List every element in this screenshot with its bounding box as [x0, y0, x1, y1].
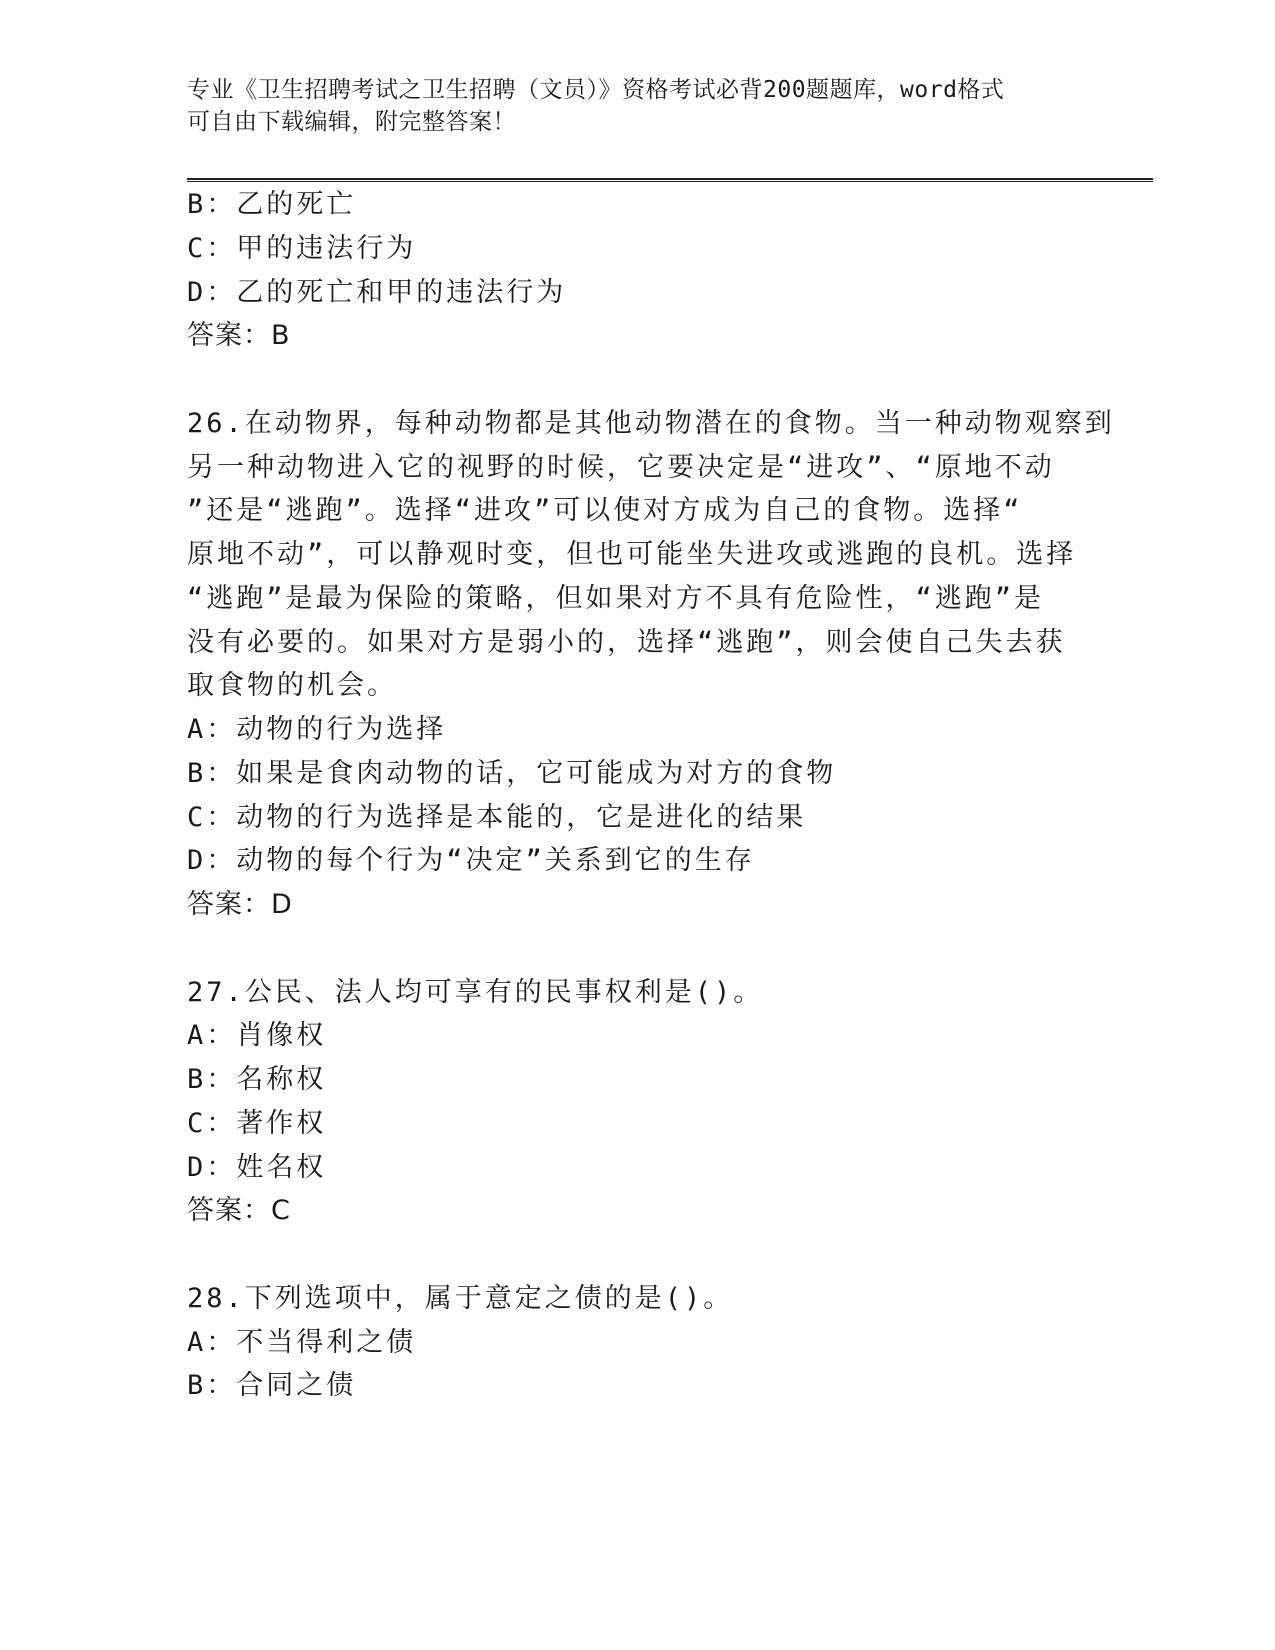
text-line: A：动物的行为选择 [187, 714, 447, 745]
header-line-1: 专业《卫生招聘考试之卫生招聘（文员）》资格考试必背200题题库，word格式 [187, 77, 1005, 103]
text-line: 取食物的机会。 [187, 670, 397, 702]
answer-line: 答案：D [187, 889, 293, 920]
header-line-2: 可自由下载编辑，附完整答案！ [187, 109, 516, 135]
text-line: 没有必要的。如果对方是弱小的，选择“逃跑”，则会使自己失去获 [187, 626, 1066, 658]
text-line: B：如果是食肉动物的话，它可能成为对方的食物 [187, 757, 837, 789]
text-line: A：肖像权 [187, 1020, 327, 1052]
answer-line: 答案：C [187, 1195, 291, 1227]
text-line: D：乙的死亡和甲的违法行为 [187, 276, 567, 308]
text-line: 28.下列选项中，属于意定之债的是()。 [187, 1282, 734, 1314]
text-line: B：合同之债 [187, 1370, 357, 1402]
text-line: B：名称权 [187, 1064, 327, 1095]
text-line: D：姓名权 [187, 1151, 327, 1183]
text-line: D：动物的每个行为“决定”关系到它的生存 [187, 845, 755, 877]
text-line: C：动物的行为选择是本能的，它是进化的结果 [187, 801, 807, 833]
text-line: B：乙的死亡 [187, 189, 357, 220]
text-line: C：著作权 [187, 1107, 327, 1139]
text-line: ”还是“逃跑”。选择“进攻”可以使对方成为自己的食物。选择“ [187, 495, 1023, 527]
text-line: A：不当得利之债 [187, 1326, 417, 1358]
text-line: C：甲的违法行为 [187, 232, 417, 264]
answer-line: 答案：B [187, 320, 291, 352]
text-line: 另一种动物进入它的视野的时候，它要决定是“进攻”、“原地不动 [187, 451, 1055, 483]
text-line: 27.公民、法人均可享有的民事权利是()。 [187, 976, 764, 1008]
text-line: 26.在动物界，每种动物都是其他动物潜在的食物。当一种动物观察到 [187, 407, 1115, 439]
text-line: “逃跑”是最为保险的策略，但如果对方不具有危险性，“逃跑”是 [187, 582, 1045, 614]
document-header [187, 74, 1067, 138]
text-line: 原地不动”，可以静观时变，但也可能坐失进攻或逃跑的良机。选择 [187, 539, 1077, 570]
